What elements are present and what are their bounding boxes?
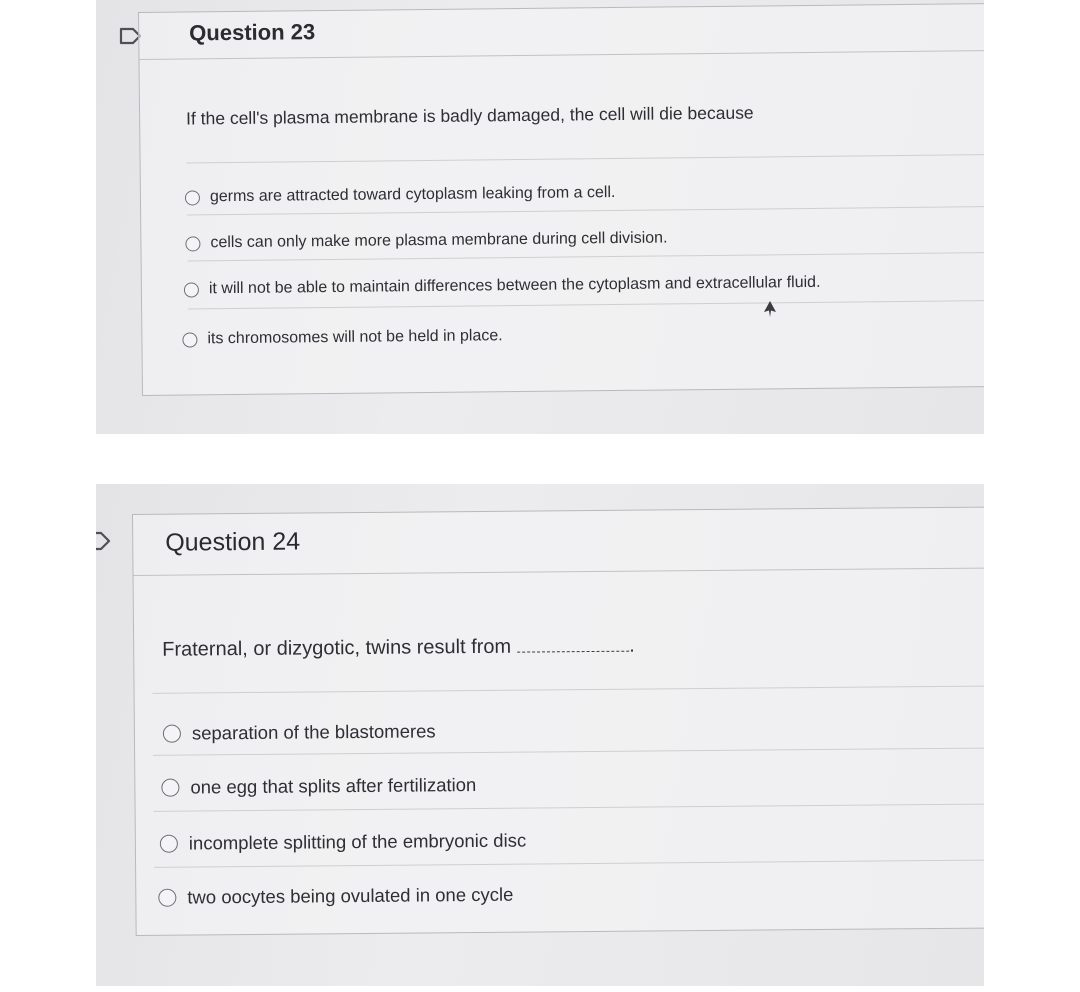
question-prompt	[162, 635, 635, 662]
question-title: Question 23	[189, 19, 316, 46]
answer-option[interactable]	[163, 720, 436, 744]
radio-empty-icon[interactable]	[185, 190, 200, 205]
answer-option-label: germs are attracted toward cytoplasm leaking from a cell.	[209, 184, 616, 206]
divider	[154, 860, 984, 868]
answer-option[interactable]	[185, 184, 616, 207]
question-header	[133, 508, 984, 576]
answer-option-label: one egg that splits after fertilization	[190, 774, 477, 798]
radio-empty-icon[interactable]	[182, 332, 197, 347]
answer-option-label: it will not be able to maintain differences between the cytoplasm and extracellular fluid.	[208, 273, 821, 298]
question-card	[132, 507, 984, 936]
question-23-photo	[96, 0, 984, 434]
divider	[187, 206, 984, 215]
answer-option[interactable]	[185, 229, 667, 252]
question-24-photo	[96, 484, 984, 986]
answer-option-label: two oocytes being ovulated in one cycle	[187, 883, 514, 908]
divider	[153, 686, 984, 694]
answer-option[interactable]	[158, 884, 513, 909]
answer-option[interactable]	[161, 774, 476, 799]
radio-empty-icon[interactable]	[184, 282, 199, 297]
divider	[187, 154, 984, 163]
answer-option-label: separation of the blastomeres	[191, 720, 436, 744]
answer-option[interactable]	[184, 274, 821, 299]
answer-option-label: cells can only make more plasma membrane during cell division.	[210, 229, 668, 252]
radio-empty-icon[interactable]	[161, 779, 179, 797]
divider	[153, 748, 984, 756]
question-title: Question 24	[165, 527, 301, 557]
answer-option-label: its chromosomes will not be held in place.	[207, 327, 503, 348]
prompt-suffix: .	[629, 634, 635, 657]
radio-empty-icon[interactable]	[185, 236, 200, 251]
answer-option[interactable]	[160, 830, 526, 855]
question-prompt: If the cell's plasma membrane is badly damaged, the cell will die because	[186, 102, 754, 129]
radio-empty-icon[interactable]	[158, 889, 176, 907]
radio-empty-icon[interactable]	[163, 725, 181, 743]
question-card	[138, 3, 984, 396]
question-prompt-text: Fraternal, or dizygotic, twins result from	[162, 635, 512, 661]
divider	[188, 300, 984, 309]
radio-empty-icon[interactable]	[160, 835, 178, 853]
answer-option[interactable]	[182, 327, 502, 348]
answer-option-label: incomplete splitting of the embryonic disc	[188, 829, 527, 854]
fill-in-blank	[517, 651, 629, 653]
question-header	[139, 4, 984, 60]
divider	[154, 804, 984, 812]
divider	[188, 252, 984, 261]
flag-icon[interactable]	[96, 530, 114, 557]
